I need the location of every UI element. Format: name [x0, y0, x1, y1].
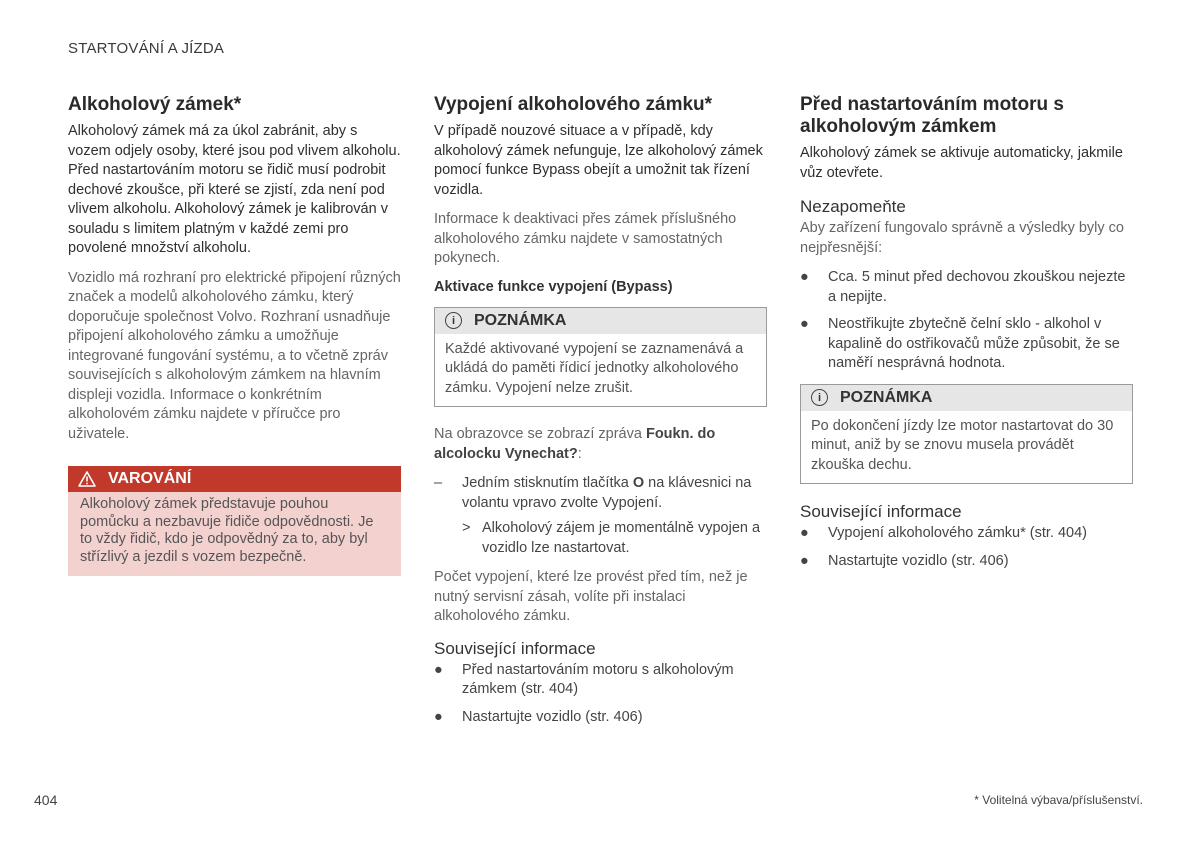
footnote: * Volitelná výbava/příslušenství. [974, 793, 1143, 807]
bullet-marker: ● [800, 269, 809, 285]
bullet-marker: ● [800, 525, 809, 541]
bullet-marker: ● [800, 316, 809, 332]
list-item [800, 315, 1133, 374]
paragraph: Informace k deaktivaci přes zámek příslušného alkoholového zámku najdete v samostatných pokynech. [434, 211, 737, 266]
related-info-heading: Související informace [434, 638, 596, 658]
warning-text: Alkoholový zámek představuje pouhou pomůcku a nezbavuje řidiče odpovědnosti. Je to vždy řidič, kdo je odpovědný za to, aby byl střízlivý a jezdil s vozem bezpečně. [68, 492, 401, 576]
text-segment: na klávesnici na volantu vpravo zvolte Vypojení. [462, 475, 752, 511]
subheading-bypass-activation: Aktivace funkce vypojení (Bypass) [434, 278, 673, 295]
text-segment: Jedním stisknutím tlačítka [462, 475, 633, 491]
warning-label: VAROVÁNÍ [108, 470, 192, 487]
related-link-text: Nastartujte vozidlo (str. 406) [828, 552, 1009, 569]
dash-marker: – [434, 475, 443, 491]
paragraph: Alkoholový zámek má za úkol zabránit, aby s vozem odjely osoby, které jsou pod vlivem alkoholu. Před nastartováním motoru se řidič musí podrobit dechové zkoušce, při které se zjistí, zda není pod vlivem alkoholu. Alkoholový zámek je kalibrován v souladu s limitem platným v každé zemi pro povolené množství alkoholu. [68, 123, 401, 256]
list-item [800, 268, 1133, 307]
warning-triangle-icon [78, 471, 96, 487]
note-box [800, 384, 1133, 485]
arrow-marker: > [462, 520, 471, 536]
result-item [462, 519, 767, 558]
button-name: O [632, 475, 645, 491]
note-header [801, 385, 1132, 411]
screen-message-paragraph [434, 425, 767, 464]
note-header [435, 308, 766, 334]
paragraph: Vozidlo má rozhraní pro elektrické připojení různých značek a modelů alkoholového zámku, který doporučuje společnost Volvo. Rozhraní usnadňuje připojení alkoholového zámku a umožňuje integrované fungování systému, a to včetně zpráv souvisejících s alkoholovým zámkem na hlavním displeji vozidla. Informace o konkrétním alkoholovém zámku najdete v příručce pro uživatele. [68, 269, 401, 442]
step-text [462, 474, 767, 513]
info-icon: i [811, 389, 828, 406]
heading-bypass: Vypojení alkoholového zámku* [434, 94, 713, 115]
paragraph: V případě nouzové situace a v případě, kdy alkoholový zámek nefunguje, lze alkoholový zámek pomocí funkce Bypass obejít a umožnit tak řízení vozidla. [434, 123, 763, 198]
note-text: Každé aktivované vypojení se zaznamenává a ukládá do paměti řídicí jednotky alkoholového zámku. Vypojení nelze zrušit. [445, 340, 744, 396]
related-link[interactable] [434, 661, 767, 700]
section-header: STARTOVÁNÍ A JÍZDA [68, 40, 225, 57]
heading-before-start: Před nastartováním motoru s alkoholovým zámkem [800, 94, 1064, 137]
text-segment: Na obrazovce se zobrazí zpráva [434, 426, 646, 442]
paragraph: Počet vypojení, které lze provést před tím, než je nutný servisní zásah, volíte při instalaci alkoholového zámku. [434, 569, 748, 624]
bullet-marker: ● [434, 708, 443, 725]
paragraph: Aby zařízení fungovalo správně a výsledky byly co nejpřesnější: [800, 220, 1124, 256]
note-label: POZNÁMKA [474, 311, 567, 329]
related-link[interactable] [800, 552, 1133, 572]
note-label: POZNÁMKA [840, 388, 933, 406]
page-number: 404 [34, 792, 58, 808]
subheading-remember: Nezapomeňte [800, 197, 906, 216]
heading-alcohol-lock: Alkoholový zámek* [68, 94, 242, 115]
paragraph: Alkoholový zámek se aktivuje automaticky, jakmile vůz otevřete. [800, 145, 1123, 181]
related-link-text: Vypojení alkoholového zámku* (str. 404) [828, 525, 1087, 541]
warning-header [68, 466, 401, 492]
list-item-text: Cca. 5 minut před dechovou zkouškou nejezte a nepijte. [828, 269, 1126, 305]
column-alcohol-lock [68, 94, 401, 576]
text-segment: : [577, 445, 582, 462]
related-link[interactable] [800, 524, 1133, 544]
column-before-start [800, 94, 1133, 579]
info-icon: i [445, 312, 462, 329]
screen-message: Foukn. do alcolocku Vynechat? [434, 426, 716, 462]
related-info-heading: Související informace [800, 502, 962, 521]
bullet-marker: ● [800, 552, 809, 569]
result-text: Alkoholový zájem je momentálně vypojen a vozidlo lze nastartovat. [482, 520, 761, 556]
column-bypass [434, 94, 767, 735]
warning-box [68, 466, 401, 576]
related-link-text: Nastartujte vozidlo (str. 406) [462, 708, 643, 725]
note-box [434, 307, 767, 408]
related-link[interactable] [434, 708, 767, 728]
note-text: Po dokončení jízdy lze motor nastartovat do 30 minut, aniž by se znovu musela provádět zkouška dechu. [811, 417, 1114, 473]
list-item-text: Neostřikujte zbytečně čelní sklo - alkohol v kapalině do ostřikovačů může způsobit, že se naměří nesprávná hodnota. [828, 316, 1120, 371]
bullet-marker: ● [434, 661, 443, 678]
related-link-text: Před nastartováním motoru s alkoholovým zámkem (str. 404) [462, 661, 734, 697]
step-item [434, 474, 767, 513]
